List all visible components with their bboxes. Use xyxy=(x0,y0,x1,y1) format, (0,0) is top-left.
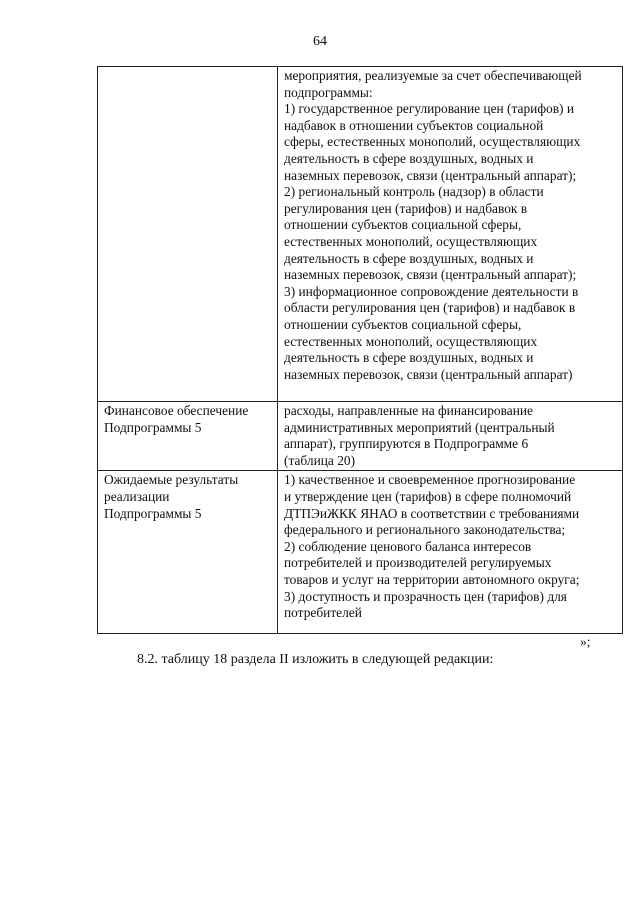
amendment-instruction: 8.2. таблицу 18 раздела II изложить в следующей редакции: xyxy=(137,652,494,667)
page-number: 64 xyxy=(313,34,327,49)
cell-text-line: реализации xyxy=(104,488,170,504)
cell-text-line: естественных монополий, осуществляющих xyxy=(284,233,538,249)
cell-text-line: естественных монополий, осуществляющих xyxy=(284,333,538,349)
table-row xyxy=(98,402,623,471)
cell-text-line: аппарат), группируются в Подпрограмме 6 xyxy=(284,436,529,452)
cell-text-line: регулирования цен (тарифов) и надбавок в xyxy=(284,200,528,216)
cell-text-line: потребителей xyxy=(284,605,362,621)
table-row xyxy=(98,67,623,402)
cell-text-line: наземных перевозок, связи (центральный аппарат); xyxy=(284,167,577,183)
row-label-cell xyxy=(98,471,278,634)
cell-text-line: ДТПЭиЖКК ЯНАО в соответствии с требованиями xyxy=(284,505,580,521)
cell-text-line: потребителей и производителей регулируемых xyxy=(284,555,552,571)
cell-text-line: и утверждение цен (тарифов) в сфере полномочий xyxy=(284,488,572,504)
cell-text-line: Подпрограммы 5 xyxy=(104,419,202,435)
cell-text-line: 1) качественное и своевременное прогнозирование xyxy=(284,472,576,488)
row-content-cell xyxy=(278,471,623,634)
cell-text-line: 2) региональный контроль (надзор) в области xyxy=(284,184,544,200)
cell-text-line: товаров и услуг на территории автономного округа; xyxy=(284,571,580,587)
subprogram-table xyxy=(97,66,623,634)
row-content-cell xyxy=(278,67,623,402)
cell-text-line: Подпрограммы 5 xyxy=(104,505,202,521)
cell-text-line: отношении субъектов социальной сферы, xyxy=(284,217,522,233)
cell-text-line: 3) доступность и прозрачность цен (тарифов) для xyxy=(284,588,567,604)
table-row xyxy=(98,471,623,634)
row-label-cell xyxy=(98,67,278,402)
row-label-cell xyxy=(98,402,278,471)
cell-text-line: Финансовое обеспечение xyxy=(104,403,249,418)
cell-text-line: федерального и регионального законодательства; xyxy=(284,522,566,538)
cell-text-line: области регулирования цен (тарифов) и надбавок в xyxy=(284,300,576,316)
cell-text-line: подпрограммы: xyxy=(284,84,373,100)
cell-text-line: Ожидаемые результаты xyxy=(104,472,239,488)
closing-quote: »; xyxy=(580,634,591,649)
cell-text-line: расходы, направленные на финансирование xyxy=(284,403,533,418)
cell-text-line: (таблица 20) xyxy=(284,452,356,468)
cell-text-line: наземных перевозок, связи (центральный аппарат) xyxy=(284,366,573,382)
cell-text-line: деятельность в сфере воздушных, водных и xyxy=(284,150,534,166)
cell-text-line: 3) информационное сопровождение деятельности в xyxy=(284,283,579,299)
cell-text-line: отношении субъектов социальной сферы, xyxy=(284,316,522,332)
row-content-cell xyxy=(278,402,623,471)
cell-text-line: административных мероприятий (центральный xyxy=(284,419,555,435)
cell-text-line: 2) соблюдение ценового баланса интересов xyxy=(284,538,532,554)
cell-text-line: мероприятия, реализуемые за счет обеспечивающей xyxy=(284,68,582,83)
cell-text-line: наземных перевозок, связи (центральный аппарат); xyxy=(284,267,577,283)
cell-text-line: деятельность в сфере воздушных, водных и xyxy=(284,350,534,366)
cell-text-line: деятельность в сфере воздушных, водных и xyxy=(284,250,534,266)
cell-text-line: надбавок в отношении субъектов социальной xyxy=(284,117,544,133)
cell-text-line: сферы, естественных монополий, осуществляющих xyxy=(284,134,581,150)
cell-text-line: 1) государственное регулирование цен (тарифов) и xyxy=(284,101,574,117)
